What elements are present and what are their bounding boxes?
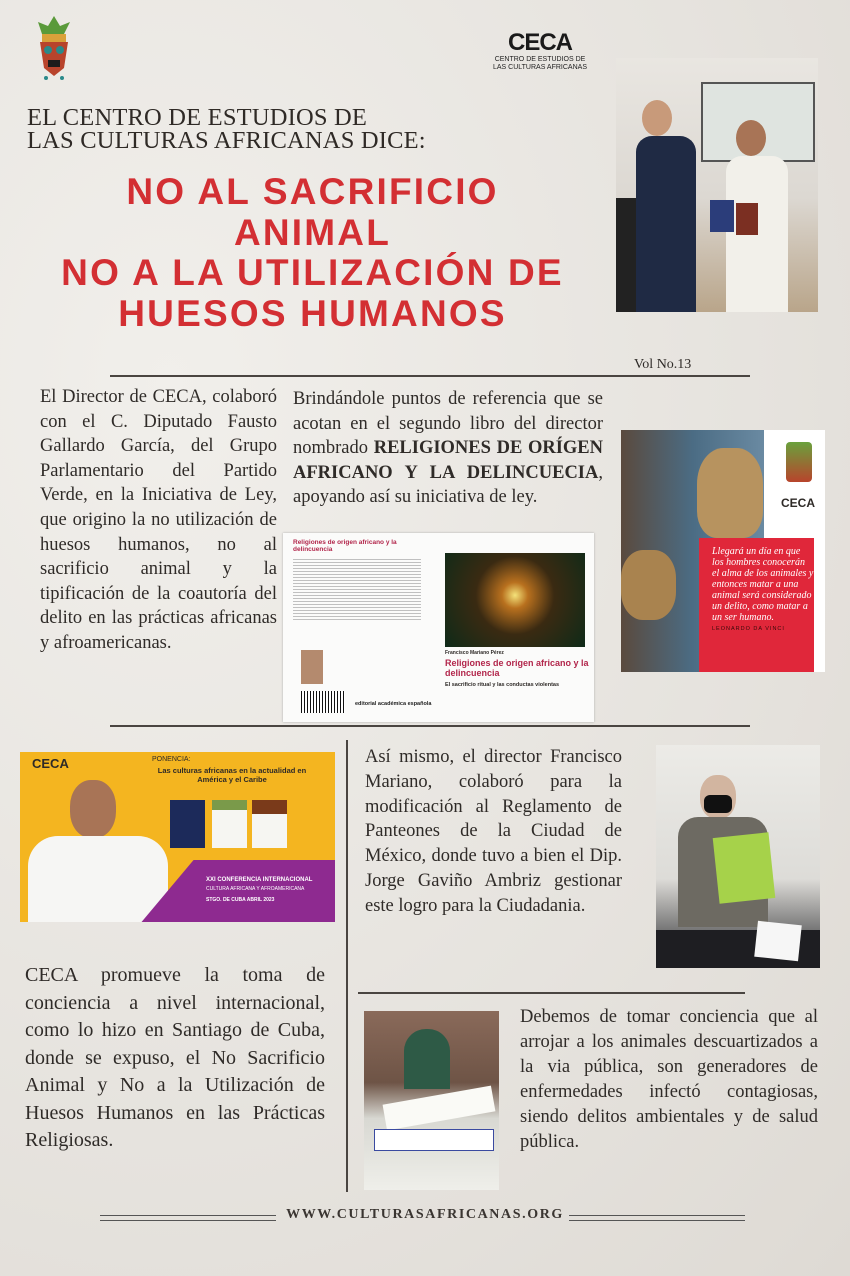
divider [110, 725, 750, 727]
volume-number: Vol No.13 [634, 357, 692, 372]
subheading [27, 106, 426, 152]
book-title: Religiones de origen africano y la delincuencia [445, 658, 589, 678]
column-divider [346, 740, 348, 1192]
poster-logo-text: CECA [780, 496, 815, 510]
paragraph-director-collaboration: El Director de CECA, colaboró con el C. Diputado Fausto Gallardo García, del Grupo Parlamentario del Partido Verde, en la Iniciativa de Ley, que origino la no utilización de huesos humanos, no al sacrificio animal y la tipificación de la coautoría del delito en las prácticas africanas y afroamericanas. [40, 387, 277, 653]
subhead-line: LAS CULTURAS AFRICANAS DICE: [27, 127, 426, 154]
ponencia-logo: CECA [32, 756, 69, 771]
text: Brindándole puntos de referencia que se acotan en el segundo libro del director nombrado [293, 389, 603, 459]
ponencia-banner-text: STGO. DE CUBA ABRIL 2023 [206, 897, 275, 903]
ponencia-label: PONENCIA: [152, 756, 191, 763]
subhead-line: EL CENTRO DE ESTUDIOS DE [27, 104, 368, 131]
main-title [60, 172, 565, 334]
paragraph-public-health: Debemos de tomar conciencia que al arrojar a los animales descuartizados a la via pública, son generadores de enfermedades infectó contagiosas, siendo delitos ambientales y de salud pública. [520, 1007, 818, 1152]
divider [110, 375, 750, 377]
ceca-logo [490, 30, 590, 72]
book-publisher: editorial académica española [355, 701, 432, 707]
photo-protest [364, 1011, 499, 1190]
ponencia-banner-text: XXI CONFERENCIA INTERNACIONAL [206, 877, 313, 883]
footer-website-link[interactable]: WWW.CULTURASAFRICANAS.ORG [286, 1207, 564, 1222]
paragraph-book-reference [293, 387, 603, 510]
photo-director-with-deputy [616, 58, 818, 312]
title-line: NO A LA UTILIZACIÓN DE [61, 252, 564, 293]
book-back-title: Religiones de origen africano y la delincuencia [293, 539, 397, 553]
title-line: HUESOS HUMANOS [118, 292, 507, 334]
book-author: Francisco Mariano Pérez [445, 650, 504, 656]
ponencia-conference-banner [20, 752, 335, 922]
lion-quote-poster [621, 430, 825, 672]
footer-rule [569, 1215, 745, 1221]
title-line: NO AL SACRIFICIO [126, 171, 499, 212]
ponencia-banner-text: CULTURA AFRICANA Y AFROAMERICANA [206, 886, 305, 892]
paragraph-santiago-de-cuba: CECA promueve la toma de conciencia a nivel internacional, como lo hizo en Santiago de Cuba, donde se expuso, el No Sacrificio Animal y No a la Utilización de Huesos Humanos en las Prácticas Religiosas. [25, 964, 325, 1151]
logo-text: CECA [507, 29, 572, 56]
book-subtitle: El sacrificio ritual y las conductas violentas [445, 682, 560, 688]
book-title-bold: RELIGIONES DE ORÍGEN AFRICANO Y LA DELINCUECIA [293, 438, 604, 483]
book-cover-image [283, 533, 594, 722]
logo-subtitle: CENTRO DE ESTUDIOS DE LAS CULTURAS AFRICANAS [492, 56, 587, 71]
poster-attribution: LEONARDO DA VINCI [712, 626, 785, 632]
photo-director-with-document [656, 745, 820, 968]
ponencia-title: Las culturas africanas en la actualidad en América y el Caribe [157, 766, 307, 784]
title-line: ANIMAL [233, 211, 392, 253]
ponencia-banner-text-group [206, 876, 332, 905]
divider [358, 992, 745, 994]
text: , apoyando así su iniciativa de ley. [293, 462, 603, 508]
tribal-mask-icon [786, 442, 812, 482]
poster-quote: Llegará un día en que los hombres conocerán el alma de los animales y entonces matar a una animal será considerado un delito, como matar a un ser humano. [712, 546, 814, 623]
paragraph-panteones: Así mismo, el director Francisco Mariano, colaboró para la modificación al Reglamento de Panteones de la Ciudad de México, donde tuvo a bien el Dip. Jorge Gaviño Ambriz gestionar este logro para la Ciudadania. [365, 747, 622, 916]
tribal-mask-logo-icon [34, 16, 74, 82]
